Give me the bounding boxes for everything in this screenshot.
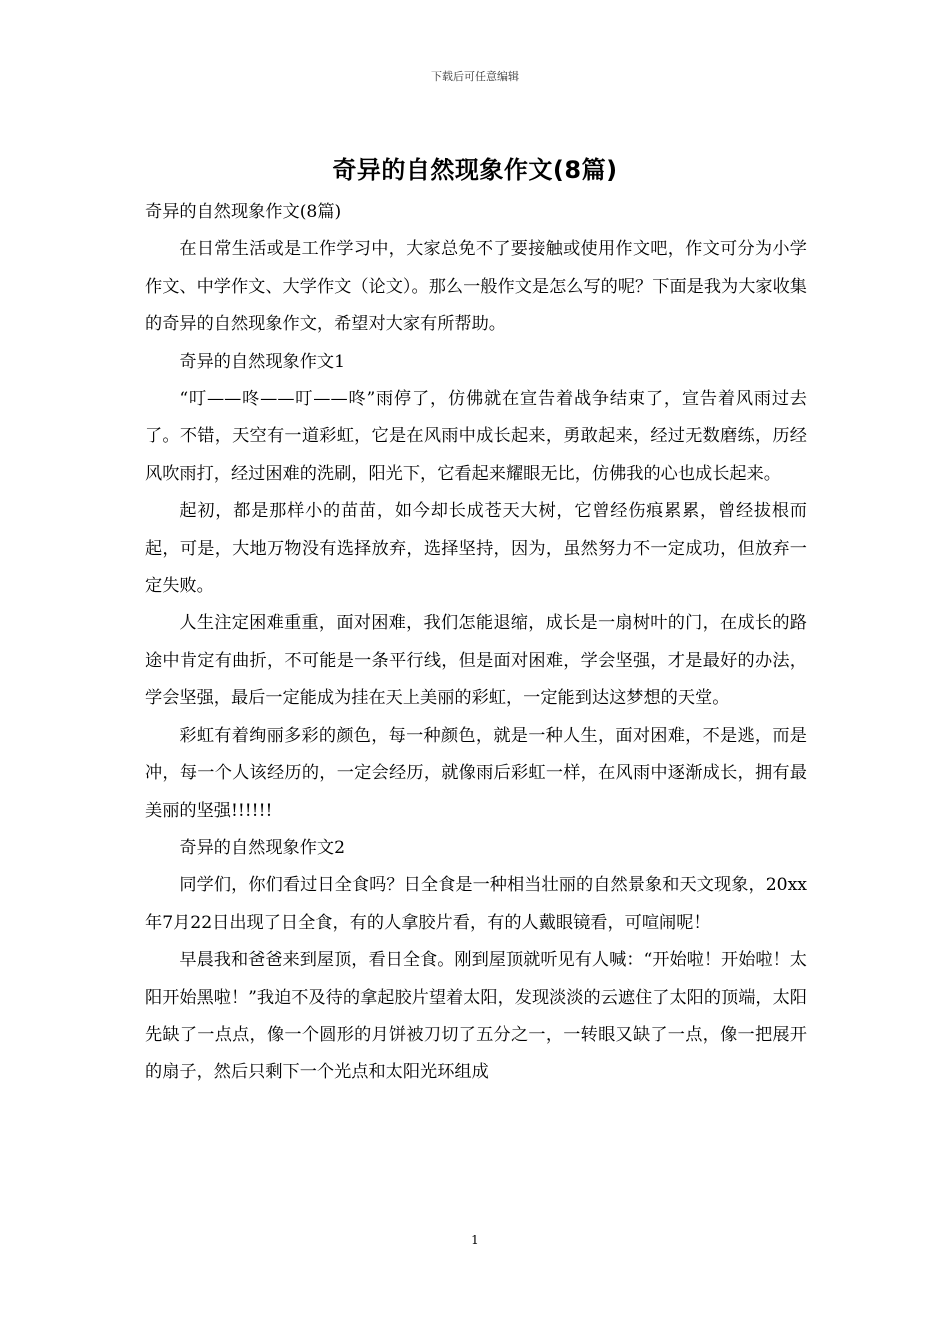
document-body bbox=[145, 194, 807, 1092]
header-note: 下载后可任意编辑 bbox=[431, 70, 519, 83]
body-paragraph: 早晨我和爸爸来到屋顶，看日全食。刚到屋顶就听见有人喊：“开始啦！开始啦！太阳开始黑啦！”我迫不及待的拿起胶片望着太阳，发现淡淡的云遮住了太阳的顶端，太阳先缺了一点点，像一个圆形的月饼被刀切了五分之一，一转眼又缺了一点，像一把展开的扇子，然后只剩下一个光点和太阳光环组成 bbox=[145, 950, 807, 1083]
intro-paragraph: 在日常生活或是工作学习中，大家总免不了要接触或使用作文吧，作文可分为小学作文、中学作文、大学作文（论文）。那么一般作文是怎么写的呢？下面是我为大家收集的奇异的自然现象作文，希望对大家有所帮助。 bbox=[145, 239, 807, 335]
section-heading-2: 奇异的自然现象作文2 bbox=[179, 837, 346, 858]
body-paragraph: 人生注定困难重重，面对困难，我们怎能退缩，成长是一扇树叶的门，在成长的路途中肯定有曲折，不可能是一条平行线，但是面对困难，学会坚强，才是最好的办法，学会坚强，最后一定能成为挂在天上美丽的彩虹，一定能到达这梦想的天堂。 bbox=[145, 613, 807, 709]
body-paragraph: “叮——咚——叮——咚”雨停了，仿佛就在宣告着战争结束了，宣告着风雨过去了。不错，天空有一道彩虹，它是在风雨中成长起来，勇敢起来，经过无数磨练，历经风吹雨打，经过困难的洗刷，阳光下，它看起来耀眼无比，仿佛我的心也成长起来。 bbox=[145, 389, 807, 484]
page-number: 1 bbox=[471, 1233, 479, 1247]
document-title: 奇异的自然现象作文(8篇) bbox=[332, 156, 618, 184]
body-paragraph: 起初，都是那样小的苗苗，如今却长成苍天大树，它曾经伤痕累累，曾经拔根而起，可是，大地万物没有选择放弃，选择坚持，因为，虽然努力不一定成功，但放弃一定失败。 bbox=[145, 501, 807, 597]
body-paragraph: 同学们，你们看过日全食吗？日全食是一种相当壮丽的自然景象和天文现象，20xx年7月22日出现了日全食，有的人拿胶片看，有的人戴眼镜看，可喧闹呢！ bbox=[145, 875, 807, 933]
section-heading-1: 奇异的自然现象作文1 bbox=[179, 351, 346, 372]
subtitle-paragraph: 奇异的自然现象作文(8篇) bbox=[145, 202, 342, 222]
body-paragraph: 彩虹有着绚丽多彩的颜色，每一种颜色，就是一种人生，面对困难，不是逃，而是冲，每一个人该经历的，一定会经历，就像雨后彩虹一样，在风雨中逐渐成长，拥有最美丽的坚强!!!!!! bbox=[145, 725, 807, 821]
